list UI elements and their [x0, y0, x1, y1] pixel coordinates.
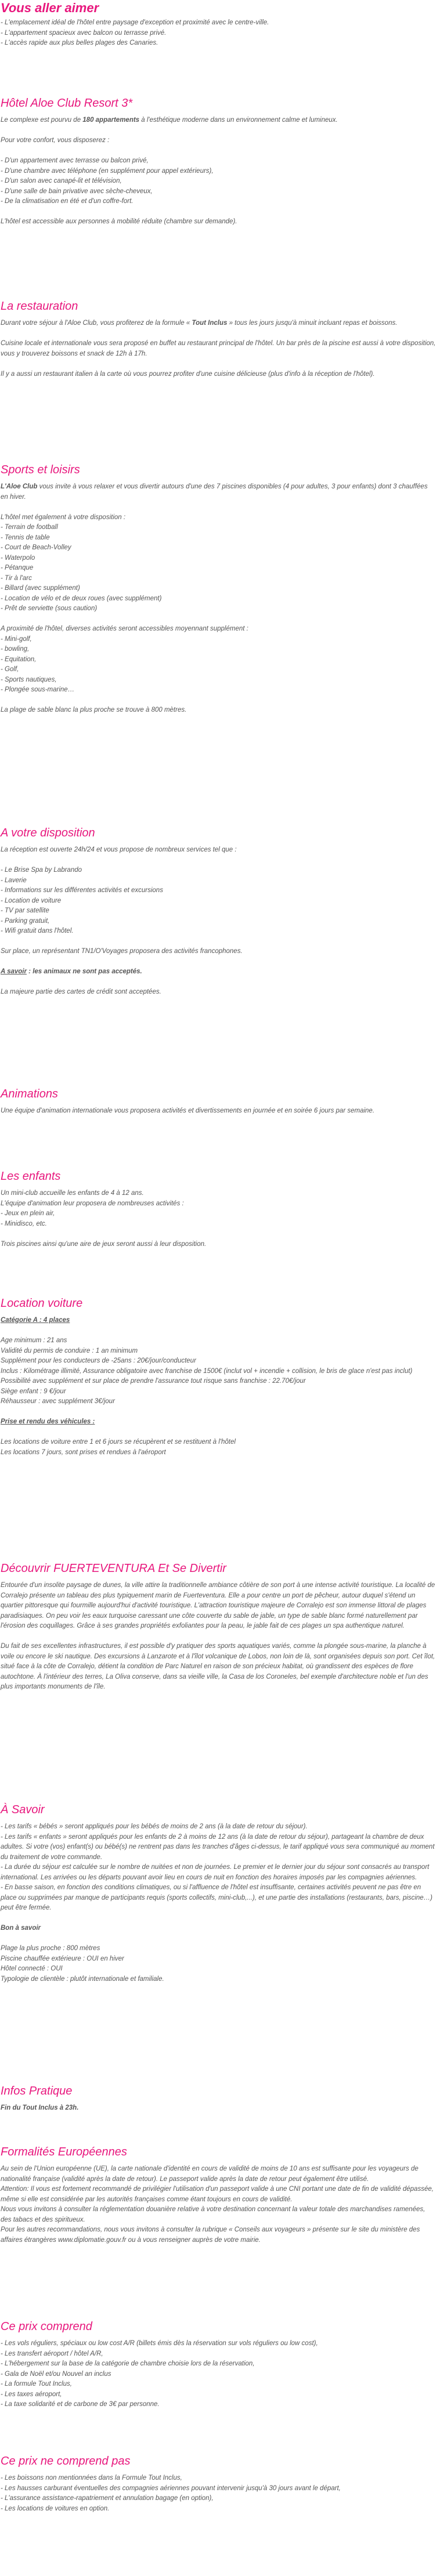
list-item: - Les locations de voitures en option. — [1, 2505, 110, 2512]
list-item: - Equitation, — [1, 655, 37, 663]
paragraph: A proximité de l'hôtel, diverses activités seront accessibles moyennant supplément : — [1, 625, 248, 632]
list-item: - L'hébergement sur la base de la catégorie de chambre choisie lors de la réservation, — [1, 2360, 255, 2367]
section-enfants — [1, 1169, 437, 1249]
list-item: - La taxe solidarité et de carbone de 3€ par personne. — [1, 2401, 160, 2408]
list-item: - De la climatisation en été et d'un coffre-fort. — [1, 198, 134, 205]
section-decouvrir — [1, 1561, 437, 1693]
list-item: - D'une chambre avec téléphone (en supplément pour appel extérieurs), — [1, 167, 214, 175]
section-title: Les enfants — [1, 1170, 61, 1183]
list-item: Les locations 7 jours, sont prises et rendues à l'aéroport — [1, 1448, 166, 1456]
paragraph: L'hôtel est accessible aux personnes à mobilité réduite (chambre sur demande). — [1, 218, 237, 225]
section-title: Infos Pratique — [1, 2085, 73, 2097]
section-title: À Savoir — [1, 1803, 45, 1816]
paragraph: Cuisine locale et internationale vous sera proposé en buffet au restaurant principal de l'hôtel. Un bar près de la piscine est aussi à votre disposition, vous y trouverez boissons et snack de 12h à 17h. — [1, 340, 436, 357]
section-a-votre-disposition — [1, 825, 437, 998]
paragraph: Il y a aussi un restaurant italien à la carte où vous pourrez profiter d'une cuisine délicieuse (plus d'info à la réception de l'hôtel). — [1, 370, 375, 378]
paragraph: Au sein de l'Union européenne (UE), la carte nationale d'identité en cours de validité de moins de 10 ans est suffisante pour les voyageurs de nationalité française (validité après la date de retour). Le passeport valide après la date de retour peut également être utilisé. — [1, 2165, 419, 2183]
list-item: Siège enfant : 9 €/jour — [1, 1387, 66, 1395]
section-title: Ce prix ne comprend pas — [1, 2455, 131, 2468]
paragraph: Pour les autres recommandations, nous vous invitons à consulter la rubrique « Conseils aux voyageurs » présente sur le site du ministère des affaires étrangères www.diplomatie.gouv.fr ou à vous renseigner auprès de votre mairie. — [1, 2226, 420, 2244]
paragraph: La réception est ouverte 24h/24 et vous propose de nombreux services tel que : — [1, 846, 237, 853]
section-animations — [1, 1086, 437, 1117]
paragraph: - Les tarifs « bébés » seront appliqués pour les bébés de moins de 2 ans (à la date de retour du séjour). — [1, 1823, 308, 1830]
list-item: Piscine chauffée extérieure : OUI en hiver — [1, 1955, 124, 1962]
paragraph: L'hôtel met également à votre disposition : — [1, 513, 126, 521]
paragraph: A savoir : les animaux ne sont pas acceptés. — [1, 968, 142, 975]
paragraph: Trois piscines ainsi qu'une aire de jeux seront aussi à leur disposition. — [1, 1240, 207, 1248]
list-item: - Les vols réguliers, spéciaux ou low cost A/R (billets émis dès la réservation sur vols réguliers ou low cost), — [1, 2340, 318, 2347]
section-title: Animations — [1, 1088, 58, 1100]
list-item: Inclus : Kilométrage illimité, Assurance obligatoire avec franchise de 1500€ (inclut vol + incendie + collision, le bris de glace n'est pas inclut) — [1, 1367, 413, 1375]
list-item: - Jeux en plein air, — [1, 1210, 55, 1217]
list-item: - Wifi gratuit dans l'hôtel. — [1, 927, 74, 934]
section-title: Vous aller aimer — [1, 1, 99, 15]
section-prix-comprend — [1, 2319, 437, 2410]
paragraph: - Les tarifs « enfants » seront appliqués pour les enfants de 2 à moins de 12 ans (à la date de retour du séjour), partageant la chambre de deux adultes. Si votre (vos) enfant(s) ou bébé(s) ne rentrent pas dans les tranches d'âges ci-dessus, le tarif appliqué vous sera communiqué au moment du traitement de votre commande. — [1, 1833, 435, 1861]
list-item: Les locations de voiture entre 1 et 6 jours se récupèrent et se restituent à l'hôtel — [1, 1439, 236, 1445]
section-title: Sports et loisirs — [1, 463, 80, 476]
section-sports-loisirs — [1, 462, 437, 716]
list-item: - bowling, — [1, 646, 30, 653]
paragraph: - La durée du séjour est calculée sur le nombre de nuitées et non de journées. Le premier et le dernier jour du séjour sont consacrés au transport international. Les arrivées ou les départs pouvant avoir lieu en cours de nuit en fonction des horaires imposés par les compagnies aériennes. — [1, 1864, 430, 1881]
section-title: A votre disposition — [1, 827, 95, 839]
subheading: Bon à savoir — [1, 1925, 41, 1932]
list-item: - L'accès rapide aux plus belles plages des Canaries. — [1, 39, 158, 46]
list-item: - Les transfert aéroport / hôtel A/R, — [1, 2350, 103, 2357]
section-restauration — [1, 299, 437, 379]
list-item: Validité du permis de conduire : 1 an minimum — [1, 1347, 138, 1354]
section-hotel — [1, 96, 437, 227]
list-item: - D'un salon avec canapé-lit et télévision, — [1, 177, 122, 184]
list-item: - Court de Beach-Volley — [1, 544, 71, 551]
list-item: - Les taxes aéroport, — [1, 2390, 62, 2398]
paragraph: Nous vous invitons à consulter la réglementation douanière relative à votre destination concernant la valeur totale des marchandises ramenées, des tabacs et des spiritueux. — [1, 2206, 425, 2223]
list-item: - Prêt de serviette (sous caution) — [1, 605, 98, 612]
subheading: Prise et rendu des véhicules : — [1, 1418, 95, 1425]
section-title: Découvrir FUERTEVENTURA Et Se Divertir — [1, 1562, 226, 1575]
list-item: - Les hausses carburant éventuelles des compagnies aériennes pouvant intervenir jusqu'à 30 jours avant le départ, — [1, 2484, 341, 2492]
list-item: - D'une salle de bain privative avec sèche-cheveux, — [1, 187, 153, 195]
list-item: - Golf, — [1, 666, 19, 673]
list-item: - Terrain de football — [1, 524, 58, 531]
list-item: - D'un appartement avec terrasse ou balcon privé, — [1, 157, 149, 164]
list-item: Possibilité avec supplément et sur place de prendre l'assurance tout risque sans franchise : 22.70€/jour — [1, 1378, 306, 1385]
section-vous-aller-aimer — [1, 0, 269, 49]
section-title: Formalités Européennes — [1, 2146, 127, 2158]
paragraph: Pour votre confort, vous disposerez : — [1, 137, 110, 144]
list-item: - Gala de Noël et/ou Nouvel an inclus — [1, 2370, 111, 2378]
list-item: Age minimum : 21 ans — [1, 1337, 67, 1344]
list-item: Supplément pour les conducteurs de -25ans : 20€/jour/conducteur — [1, 1357, 196, 1364]
list-item: - Parking gratuit, — [1, 917, 50, 925]
list-item: - La formule Tout Inclus, — [1, 2381, 72, 2387]
paragraph: La plage de sable blanc la plus proche se trouve à 800 mètres. — [1, 707, 187, 713]
paragraph: Entourée d'un insolite paysage de dunes, la ville attire la traditionnelle ambiance côtière de son port à une intense activité touristique. La localité de Corralejo présente un tableau des plus typiquement marin de Fuerteventura. Elle a pour centre un port de pêcheur, autour duquel s'étend un quartier pittoresque qui fourmille aujourd'hui d'activité touristique. L'attraction touristique majeure de Corralejo est son immense littoral de plages paradisiaques. On peu voir les eaux turquoise caressant une côte couverte du sable de jable, un type de sable blanc formé naturellement par l'érosion des coquillages. Grâce à ses grandes propriétés exfoliantes pour la peau, le jable fait de ces plages un spa authentique naturel. — [1, 1582, 435, 1629]
paragraph: Un mini-club accueille les enfants de 4 à 12 ans. — [1, 1190, 144, 1197]
section-title: Location voiture — [1, 1297, 83, 1310]
paragraph: Du fait de ses excellentes infrastructures, il est possible d'y pratiquer des sports aquatiques variés, comme la plongée sous-marine, la planche à voile ou encore le ski nautique. Des excursions à Lanzarote et à l'îlot volcanique de Lobos, non loin de là, sont organisées depuis son port. Cet îlot, situé face à la côte de Corralejo, détient la condition de Parc Naturel en raison de son précieux habitat, où grandissent des espèces de flore autochtone. À l'intérieur des terres, La Oliva conserve, dans sa vieille ville, la Casa de los Coroneles, bel exemple d'architecture noble et l'un des plus importants monuments de l'île. — [1, 1643, 435, 1690]
list-item: - Mini-golf, — [1, 635, 32, 643]
list-item: Plage la plus proche : 800 mètres — [1, 1945, 100, 1952]
list-item: Réhausseur : avec supplément 3€/jour — [1, 1398, 115, 1405]
section-location-voiture — [1, 1296, 437, 1458]
paragraph: Durant votre séjour à l'Aloe Club, vous profiterez de la formule « Tout Inclus » tous les jours jusqu'à minuit incluant repas et boissons. — [1, 320, 398, 327]
list-item: - L'emplacement idéal de l'hôtel entre paysage d'exception et proximité avec le centre-ville. — [1, 19, 269, 26]
list-item: - Location de voiture — [1, 897, 62, 904]
list-item: - Tennis de table — [1, 534, 50, 541]
section-title: Hôtel Aloe Club Resort 3* — [1, 97, 133, 110]
list-item: - TV par satellite — [1, 907, 49, 914]
list-item: - Tir à l'arc — [1, 574, 32, 582]
section-formalites — [1, 2144, 437, 2245]
list-item: Hôtel connecté : OUI — [1, 1965, 63, 1972]
list-item: - Pétanque — [1, 564, 34, 571]
section-title: Ce prix comprend — [1, 2320, 92, 2333]
paragraph: Fin du Tout Inclus à 23h. — [1, 2104, 79, 2111]
section-infos-pratique — [1, 2084, 437, 2114]
list-item: - Plongée sous-marine… — [1, 686, 75, 693]
paragraph: La majeure partie des cartes de crédit sont acceptées. — [1, 988, 161, 995]
paragraph: Attention: Il vous est fortement recommandé de privilégier l'utilisation d'un passeport valide à une CNI portant une date de fin de validité dépassée, même si elle est considérée par les autorités françaises comme étant toujours en cours de validité. — [1, 2186, 434, 2203]
list-item: - L'appartement spacieux avec balcon ou terrasse privé. — [1, 29, 167, 37]
list-item: Typologie de clientèle : plutôt internationale et familiale. — [1, 1975, 164, 1983]
list-item: - Minidisco, etc. — [1, 1220, 47, 1227]
list-item: - Informations sur les différentes activités et excursions — [1, 887, 163, 894]
list-item: - Le Brise Spa by Labrando — [1, 867, 82, 874]
list-item: - Les boissons non mentionnées dans la Formule Tout Inclus, — [1, 2474, 182, 2481]
list-item: - Waterpolo — [1, 554, 35, 561]
section-title: La restauration — [1, 300, 78, 313]
paragraph: - En basse saison, en fonction des conditions climatiques, ou si l'affluence de l'hôtel est insuffisante, certaines activités peuvent ne pas être en place ou supprimées par manque de participants requis (sports collectifs, mini-club,...), et une partie des installations (restaurants, bars, piscine…) peut être fermée. — [1, 1884, 433, 1911]
list-item: - Laverie — [1, 876, 27, 884]
section-a-savoir — [1, 1802, 437, 1984]
list-item: - Sports nautiques, — [1, 676, 57, 683]
category-label: Catégorie A : 4 places — [1, 1317, 70, 1324]
paragraph: Le complexe est pourvu de 180 appartements à l'esthétique moderne dans un environnement calme et lumineux. — [1, 117, 338, 124]
list-item: - Location de vélo et de deux roues (avec supplément) — [1, 595, 162, 602]
paragraph: L'équipe d'animation leur proposera de nombreuses activités : — [1, 1200, 184, 1207]
list-item: - Billard (avec supplément) — [1, 585, 80, 592]
paragraph: L'Aloe Club vous invite à vous relaxer et vous divertir autours d'une des 7 piscines disponibles (4 pour adultes, 3 pour enfants) dont 3 chauffées en hiver. — [1, 483, 428, 501]
paragraph: Sur place, un représentant TN1/O'Voyages proposera des activités francophones. — [1, 948, 243, 955]
section-prix-ne-comprend-pas — [1, 2454, 437, 2514]
list-item: - L'assurance assistance-rapatriement et annulation bagage (en option), — [1, 2495, 214, 2502]
paragraph: Une équipe d'animation internationale vous proposera activités et divertissements en journée et en soirée 6 jours par semaine. — [1, 1107, 375, 1114]
